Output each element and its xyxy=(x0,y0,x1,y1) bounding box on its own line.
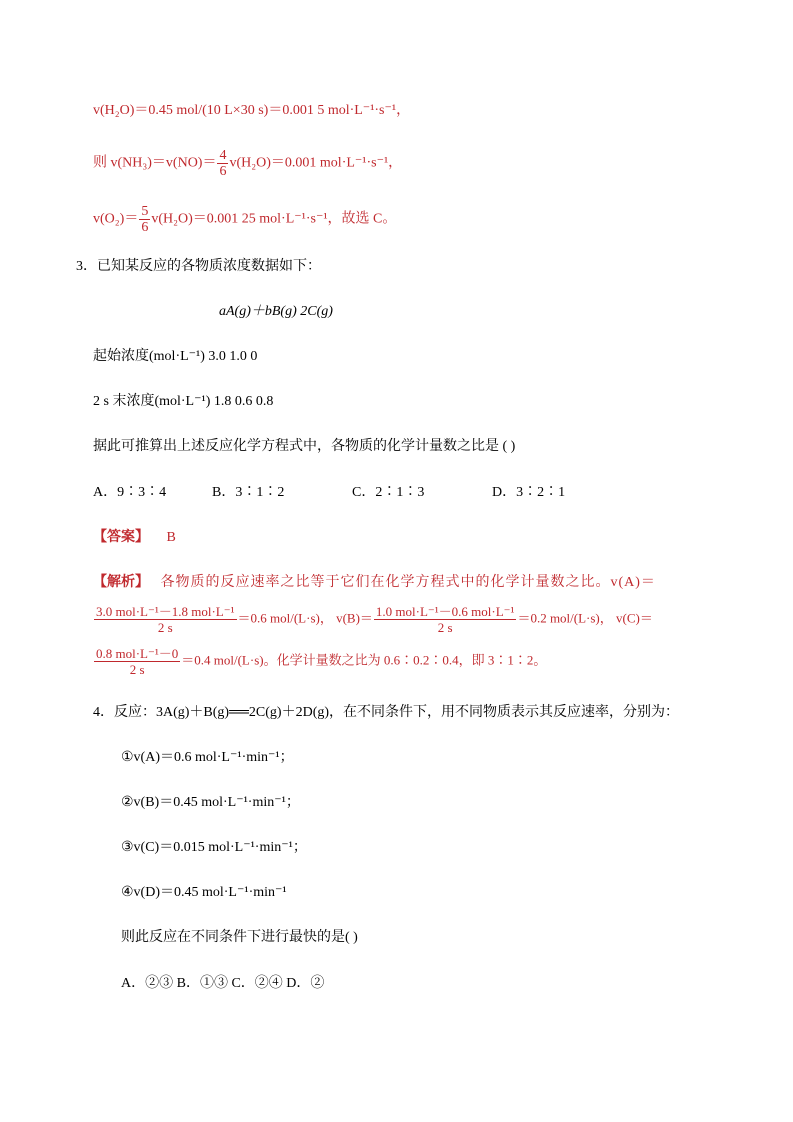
question-3-question: 据此可推算出上述反应化学方程式中，各物质的化学计量数之比是 ( ) xyxy=(93,439,516,454)
fraction-v-c xyxy=(94,646,180,677)
solution-line-2 xyxy=(93,148,402,179)
solution-line-3-post: v(H₂O)＝0.001 25 mol·L⁻¹·s⁻¹，故选 C。 xyxy=(151,211,397,227)
analysis-line-1 xyxy=(93,574,656,592)
fraction-numerator: 5 xyxy=(141,204,149,219)
fraction-v-a xyxy=(94,604,237,635)
analysis-tail: ＝0.4 mol/(L·s)。化学计量数之比为 0.6∶0.2∶0.4，即 3∶1∶2。 xyxy=(181,652,547,668)
solution-line-2-pre: 则 v(NH₃)＝v(NO)＝ xyxy=(93,155,217,171)
answer-value: B xyxy=(166,530,176,545)
question-3-stem: 3．已知某反应的各物质浓度数据如下： xyxy=(76,259,321,274)
question-4-item-1: ①v(A)＝0.6 mol·L⁻¹·min⁻¹； xyxy=(121,750,294,765)
question-3-2s-row: 2 s 末浓度(mol·L⁻¹) 1.8 0.6 0.8 xyxy=(93,394,274,409)
analysis-line-2 xyxy=(93,604,653,635)
question-4-question: 则此反应在不同条件下进行最快的是( ) xyxy=(121,930,358,945)
fraction-denominator: 6 xyxy=(219,164,227,179)
question-3-option-b: B．3∶1∶2 xyxy=(212,485,285,500)
question-3-option-d: D．3∶2∶1 xyxy=(492,485,566,500)
question-4-stem: 4．反应：3A(g)＋B(g)══2C(g)＋2D(g)，在不同条件下，用不同物质表示其反应速率，分别为： xyxy=(93,705,680,720)
question-4-item-4: ④v(D)＝0.45 mol·L⁻¹·min⁻¹ xyxy=(121,885,287,900)
solution-line-1: v(H₂O)＝0.45 mol/(10 L×30 s)＝0.001 5 mol·L⁻¹·s⁻¹， xyxy=(93,103,411,118)
solution-line-3-pre: v(O₂)＝ xyxy=(93,211,139,227)
fraction-denominator: 2 s xyxy=(437,620,453,635)
fraction-numerator: 4 xyxy=(219,148,227,163)
analysis-line-3 xyxy=(93,646,546,677)
fraction-5-6 xyxy=(139,204,150,235)
analysis-mid-b: ＝0.2 mol/(L·s)， v(C)＝ xyxy=(517,610,653,626)
question-4-options: A．②③ B．①③ C．②④ D．② xyxy=(121,976,325,991)
answer-label: 【答案】 xyxy=(93,530,149,545)
fraction-v-b xyxy=(374,604,517,635)
fraction-4-6 xyxy=(217,148,228,179)
fraction-numerator: 0.8 mol·L⁻¹－0 xyxy=(96,646,179,661)
question-4-item-2: ②v(B)＝0.45 mol·L⁻¹·min⁻¹； xyxy=(121,795,300,810)
question-4-item-3: ③v(C)＝0.015 mol·L⁻¹·min⁻¹； xyxy=(121,840,307,855)
question-3-option-c: C．2∶1∶3 xyxy=(352,485,425,500)
fraction-denominator: 2 s xyxy=(157,620,173,635)
question-3-equation: aA(g)＋bB(g) 2C(g) xyxy=(219,304,333,319)
analysis-text: 各物质的反应速率之比等于它们在化学方程式中的化学计量数之比。v(A)＝ xyxy=(160,575,656,590)
fraction-denominator: 2 s xyxy=(129,662,145,677)
solution-line-2-post: v(H₂O)＝0.001 mol·L⁻¹·s⁻¹， xyxy=(229,155,403,171)
question-3-initial-row: 起始浓度(mol·L⁻¹) 3.0 1.0 0 xyxy=(93,349,258,364)
answer-line xyxy=(93,529,176,547)
fraction-denominator: 6 xyxy=(141,220,149,235)
analysis-mid-a: ＝0.6 mol/(L·s)， v(B)＝ xyxy=(237,610,373,626)
analysis-label: 【解析】 xyxy=(93,575,149,590)
fraction-numerator: 1.0 mol·L⁻¹－0.6 mol·L⁻¹ xyxy=(375,604,515,619)
question-3-option-a: A．9∶3∶4 xyxy=(93,485,167,500)
fraction-numerator: 3.0 mol·L⁻¹－1.8 mol·L⁻¹ xyxy=(96,604,235,619)
solution-line-3 xyxy=(93,204,396,235)
